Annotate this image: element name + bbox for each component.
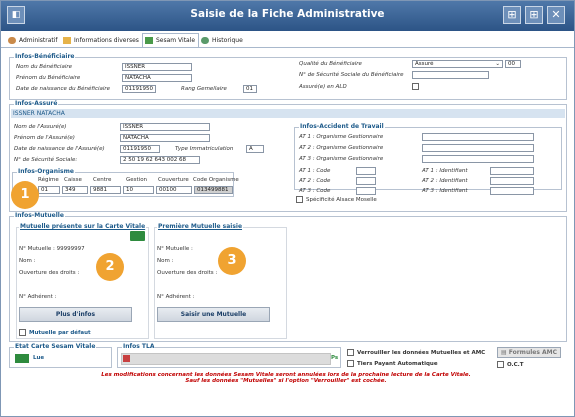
warning-note xyxy=(61,372,511,384)
field-label: Assuré(e) en ALD xyxy=(299,84,347,90)
mutuelle-section xyxy=(9,212,567,342)
tla-icon xyxy=(123,355,130,362)
ps-label: Ps xyxy=(331,355,339,361)
field-label: Date de naissance du Bénéficiaire xyxy=(16,86,111,92)
at2-identifiant-field[interactable] xyxy=(490,177,534,185)
at2-organisme-field[interactable] xyxy=(422,144,534,152)
card-icon xyxy=(145,37,153,44)
window-title: Saisie de la Fiche Administrative xyxy=(190,8,385,20)
tab-informations-diverses[interactable] xyxy=(61,34,142,48)
at2-code-field[interactable] xyxy=(356,177,376,185)
column-header: Caisse xyxy=(64,177,82,183)
column-header: Couverture xyxy=(158,177,189,183)
user-icon xyxy=(8,37,16,44)
checkbox-label: Tiers Payant Automatique xyxy=(357,361,438,367)
mutuelle-saisie-panel xyxy=(154,223,287,339)
beneficiaire-prenom-field[interactable]: NATACHA xyxy=(122,74,192,82)
field-label: Nom du Bénéficiaire xyxy=(16,64,72,70)
etat-carte-section xyxy=(9,343,112,368)
beneficiaire-date-field[interactable]: 01191950 xyxy=(122,85,156,93)
vitale-card-icon xyxy=(130,231,145,241)
vitale-card-icon xyxy=(15,354,29,363)
field-label: AT 1 : Organisme Gestionnaire xyxy=(299,134,384,140)
field-label: N° de Sécurité Sociale: xyxy=(14,157,78,163)
beneficiaire-section xyxy=(9,53,567,100)
assure-section xyxy=(9,100,567,212)
tab-label: Historique xyxy=(212,37,243,44)
assure-nss-field[interactable]: 2 50 19 62 643 002 68 xyxy=(120,156,200,164)
mutuelle-name: Nom : xyxy=(19,258,36,264)
section-title: Infos TLA xyxy=(123,343,155,350)
field-label: Date de naissance de l'Assuré(e) xyxy=(14,146,105,152)
history-icon xyxy=(201,37,209,44)
field-label: Prénom de l'Assuré(e) xyxy=(14,135,75,141)
tab-label: Administratif xyxy=(19,37,58,44)
field-label: Qualité du Bénéficiaire xyxy=(299,61,362,67)
centre-field[interactable]: 9881 xyxy=(90,186,121,194)
column-header: Code Organisme xyxy=(193,177,239,183)
panel-title: Mutuelle présente sur la Carte Vitale xyxy=(20,223,146,230)
at1-organisme-field[interactable] xyxy=(422,133,534,141)
at1-identifiant-field[interactable] xyxy=(490,167,534,175)
checkbox-label: O.C.T xyxy=(507,362,524,368)
field-label: AT 1 : Identifiant xyxy=(422,168,468,174)
tla-status-bar xyxy=(121,353,331,365)
at1-code-field[interactable] xyxy=(356,167,376,175)
mutuelle-adherent: N° Adhérent : xyxy=(19,294,57,300)
field-label: Prénom du Bénéficiaire xyxy=(16,75,81,81)
ald-checkbox[interactable] xyxy=(412,83,419,90)
at3-identifiant-field[interactable] xyxy=(490,187,534,195)
checkbox-label: Verrouiller les données Mutuelles et AMC xyxy=(357,350,486,356)
form-body xyxy=(1,48,574,416)
formules-amc-button[interactable] xyxy=(497,347,561,358)
saisir-mutuelle-button[interactable]: Saisir une Mutuelle xyxy=(157,307,270,322)
step-badge-3: 3 xyxy=(218,247,246,275)
tab-bar xyxy=(1,31,574,48)
mutuelle-defaut-checkbox[interactable] xyxy=(19,329,26,336)
mutuelle-opening: Ouverture des droits : xyxy=(19,270,80,276)
field-label: AT 3 : Identifiant xyxy=(422,188,468,194)
field-label: AT 2 : Identifiant xyxy=(422,178,468,184)
carte-mutuelle-panel xyxy=(16,223,149,339)
formula-icon: ▤ xyxy=(500,349,509,356)
panel-title: Première Mutuelle saisie xyxy=(158,223,243,230)
title-bar xyxy=(1,1,574,31)
field-label: AT 1 : Code xyxy=(299,168,331,174)
section-title: Infos-Organisme xyxy=(18,168,74,175)
section-title: Infos-Assuré xyxy=(15,100,58,107)
select-value: Assuré xyxy=(415,61,434,67)
step-badge-1: 1 xyxy=(11,181,39,209)
button-label: Formules AMC xyxy=(508,349,558,356)
at3-code-field[interactable] xyxy=(356,187,376,195)
accident-travail-section xyxy=(294,123,562,194)
caisse-field[interactable]: 349 xyxy=(62,186,88,194)
beneficiaire-nom-field[interactable]: ISSNER xyxy=(122,63,192,71)
tab-sesam-vitale[interactable] xyxy=(142,33,199,47)
assure-nom-field[interactable]: ISSNER xyxy=(120,123,210,131)
mutuelle-number: N° Mutuelle : 99999997 xyxy=(19,246,85,252)
warning-line-2: Sauf les données "Mutuelles" si l'option "Verrouiller" est cochée. xyxy=(185,378,387,384)
section-title: Infos-Accident de Travail xyxy=(300,123,384,130)
field-label: AT 3 : Organisme Gestionnaire xyxy=(299,156,384,162)
field-label: Rang Gemellaire xyxy=(181,86,227,92)
field-label: Type Immatriculation xyxy=(175,146,234,152)
alsace-moselle-checkbox[interactable] xyxy=(296,196,303,203)
organisme-section xyxy=(12,168,239,197)
qualite-code-field[interactable]: 00 xyxy=(505,60,521,68)
oct-checkbox[interactable] xyxy=(497,361,504,368)
warning-line-1: Les modifications concernant les données Sesam Vitale seront annulées lors de la prochaine lecture de la Carte Vitale. xyxy=(101,372,471,378)
card-status: Lue xyxy=(33,355,45,361)
tab-administratif[interactable] xyxy=(6,34,61,48)
at3-organisme-field[interactable] xyxy=(422,155,534,163)
tiers-payant-checkbox[interactable] xyxy=(347,360,354,367)
qualite-select[interactable] xyxy=(412,60,503,68)
tla-section xyxy=(117,343,341,368)
chevron-down-icon: ⌄ xyxy=(495,61,500,67)
assure-date-field[interactable]: 01191950 xyxy=(120,145,160,153)
mutuelle-adherent: N° Adhérent : xyxy=(157,294,195,300)
checkbox-label: Spécificité Alsace Moselle xyxy=(306,197,377,203)
close-button[interactable]: ✕ xyxy=(547,6,565,24)
section-title: Infos-Bénéficiaire xyxy=(15,53,75,60)
field-label: AT 3 : Code xyxy=(299,188,331,194)
column-header: Gestion xyxy=(126,177,148,183)
type-immatriculation-field[interactable]: A xyxy=(246,145,264,153)
column-header: Régime xyxy=(38,177,59,183)
regime-field[interactable]: 01 xyxy=(38,186,60,194)
plus-infos-button[interactable]: Plus d'infos xyxy=(19,307,132,322)
verrouiller-checkbox[interactable] xyxy=(347,349,354,356)
mutuelle-name: Nom : xyxy=(157,258,174,264)
mutuelle-opening: Ouverture des droits : xyxy=(157,270,218,276)
app-icon: ◧ xyxy=(7,6,25,24)
code-organisme-field: 013499881 xyxy=(194,186,233,194)
field-label: N° de Sécurité Sociale du Bénéficiaire xyxy=(299,72,404,78)
step-badge-2: 2 xyxy=(96,253,124,281)
section-title: Etat Carte Sesam Vitale xyxy=(15,343,96,350)
field-label: AT 2 : Organisme Gestionnaire xyxy=(299,145,384,151)
assure-prenom-field[interactable]: NATACHA xyxy=(120,134,210,142)
mutuelle-number: N° Mutuelle : xyxy=(157,246,193,252)
rang-gemellaire-field[interactable]: 01 xyxy=(243,85,257,93)
assure-header: ISSNER NATACHA xyxy=(11,109,565,118)
field-label: Nom de l'Assuré(e) xyxy=(14,124,67,130)
tab-label: Sesam Vitale xyxy=(156,37,196,44)
folder-icon xyxy=(63,37,71,44)
couverture-field[interactable]: 00100 xyxy=(156,186,192,194)
add-record-button[interactable]: ⊞ xyxy=(525,6,543,24)
new-record-button[interactable]: ⊞ xyxy=(503,6,521,24)
gestion-field[interactable]: 10 xyxy=(123,186,154,194)
section-title: Infos-Mutuelle xyxy=(15,212,64,219)
field-label: AT 2 : Code xyxy=(299,178,331,184)
beneficiaire-nss-field[interactable] xyxy=(412,71,489,79)
tab-label: Informations diverses xyxy=(74,37,139,44)
column-header: Centre xyxy=(93,177,112,183)
tab-historique[interactable] xyxy=(199,34,246,48)
checkbox-label: Mutuelle par défaut xyxy=(29,330,91,336)
